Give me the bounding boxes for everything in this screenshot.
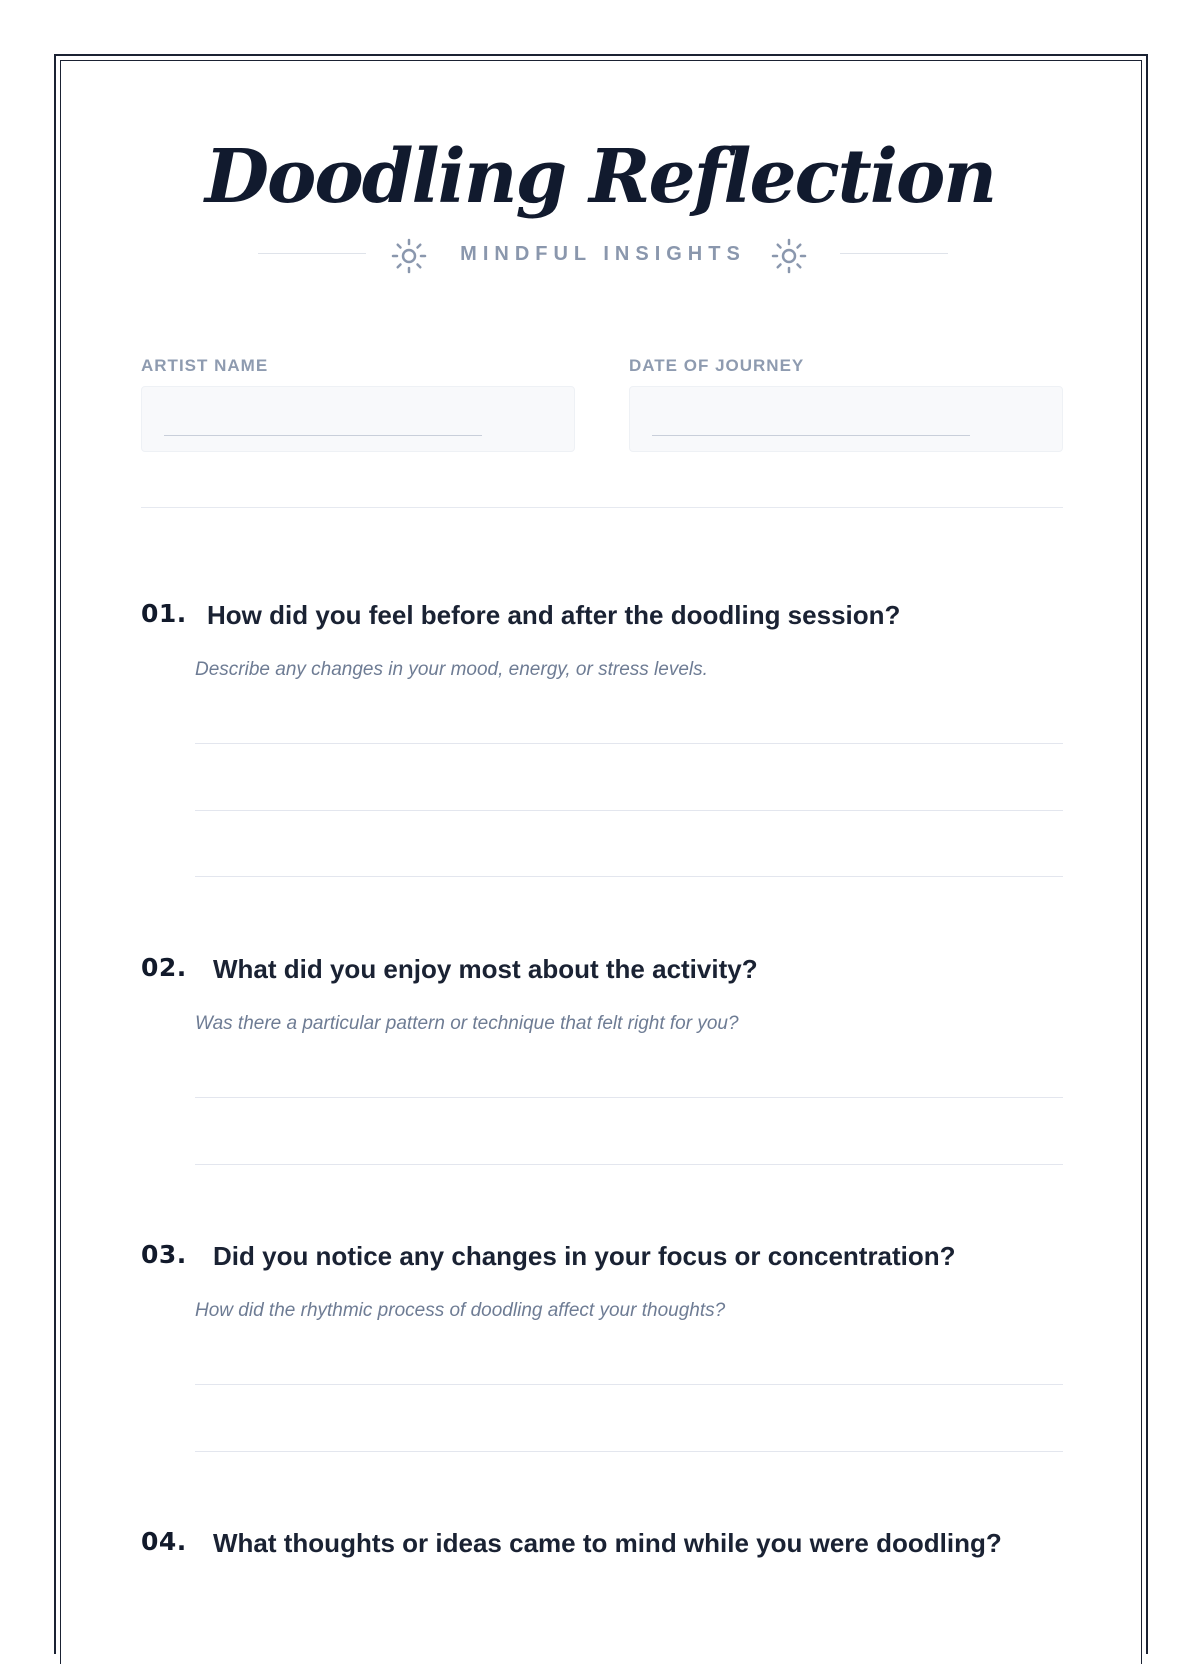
question-text: Did you notice any changes in your focus or concentration? xyxy=(213,1241,956,1271)
subtitle-rule-left xyxy=(258,253,366,254)
question-hint: Was there a particular pattern or technique that felt right for you? xyxy=(195,1013,739,1034)
question-text: What thoughts or ideas came to mind while you were doodling? xyxy=(213,1528,1002,1558)
artist-name-label: ARTIST NAME xyxy=(141,356,269,375)
answer-line[interactable] xyxy=(195,743,1063,744)
question-hint: Describe any changes in your mood, energy, or stress levels. xyxy=(195,659,708,680)
question-text: What did you enjoy most about the activity? xyxy=(213,954,758,984)
sun-icon xyxy=(771,238,807,274)
question-number: 03. xyxy=(141,1240,187,1269)
page-inner-border xyxy=(60,60,1142,1664)
question-hint: How did the rhythmic process of doodling affect your thoughts? xyxy=(195,1300,726,1321)
answer-line[interactable] xyxy=(195,876,1063,877)
subtitle-rule-right xyxy=(840,253,948,254)
date-of-journey-field[interactable] xyxy=(629,386,1063,452)
page-title: Doodling Reflection xyxy=(204,134,996,220)
answer-line[interactable] xyxy=(195,810,1063,811)
answer-line[interactable] xyxy=(195,1451,1063,1452)
artist-name-write-line xyxy=(164,435,482,436)
question-number: 02. xyxy=(141,953,187,982)
date-write-line xyxy=(652,435,970,436)
page-border xyxy=(54,54,1148,1654)
answer-line[interactable] xyxy=(195,1384,1063,1385)
question-number: 04. xyxy=(141,1527,187,1556)
answer-line[interactable] xyxy=(195,1164,1063,1165)
question-number: 01. xyxy=(141,599,187,628)
header-divider xyxy=(141,507,1063,508)
sun-icon xyxy=(391,238,427,274)
question-text: How did you feel before and after the doodling session? xyxy=(207,600,901,630)
subtitle-row xyxy=(258,238,948,268)
subtitle: MINDFUL INSIGHTS xyxy=(460,243,746,265)
artist-name-field[interactable] xyxy=(141,386,575,452)
answer-line[interactable] xyxy=(195,1097,1063,1098)
date-of-journey-label: DATE OF JOURNEY xyxy=(629,356,805,375)
